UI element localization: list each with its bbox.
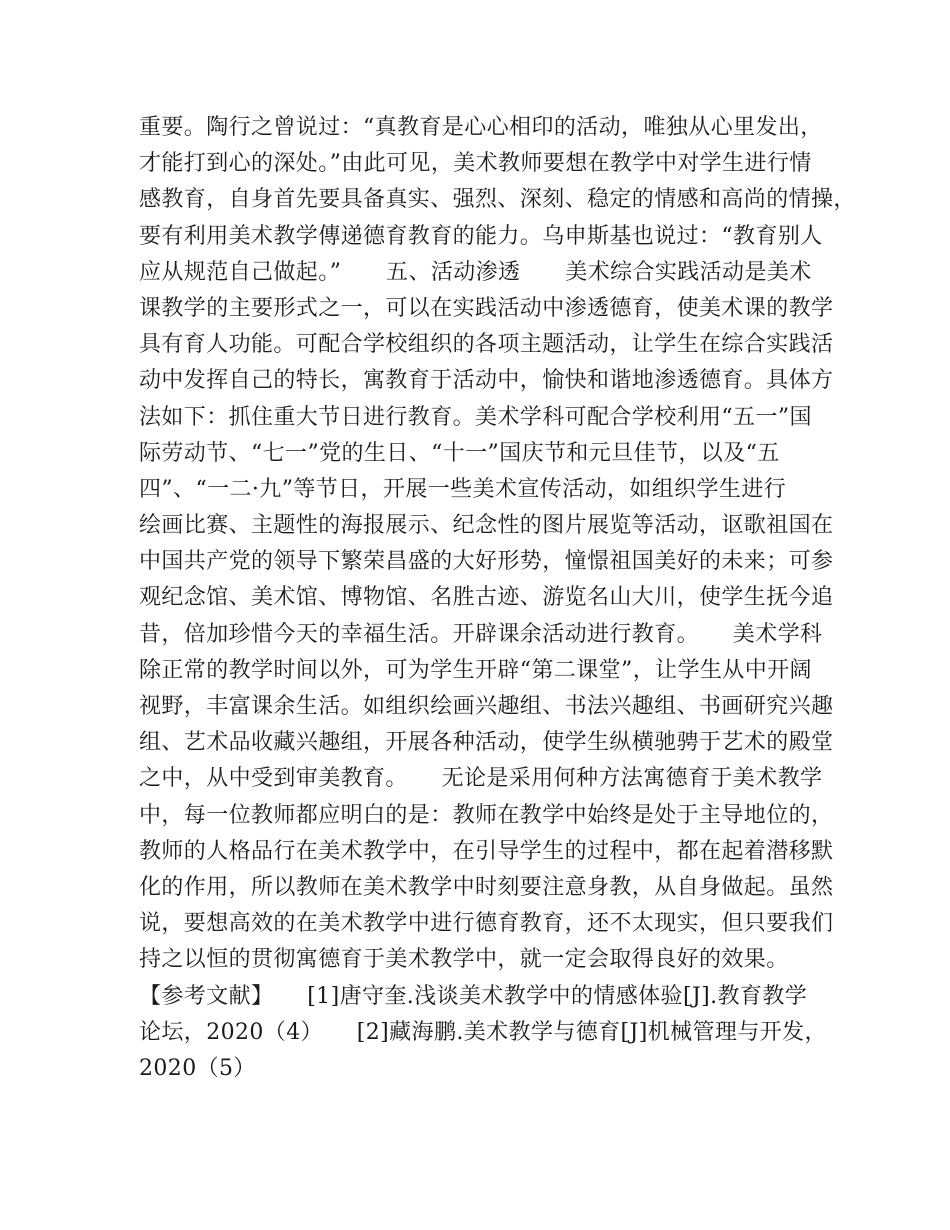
text-line: 际劳动节、“七一”党的生日、“十一”国庆节和元旦佳节，以及“五 <box>139 440 780 466</box>
text-line: 感教育，自身首先要具备真实、强烈、深刻、稳定的情感和高尚的情操， <box>139 187 856 213</box>
text-line: 除正常的教学时间以外，可为学生开辟“第二课堂”，让学生从中开阔 <box>139 657 812 683</box>
text-line: 持之以恒的贯彻寓德育于美术教学中，就一定会取得良好的效果。 <box>139 947 789 973</box>
text-line: 课教学的主要形式之一，可以在实践活动中渗透德育，使美术课的教学 <box>139 295 834 321</box>
reference-line: 论坛，2020（4） [2]藏海鹏.美术教学与德育[J]机械管理与开发， <box>139 1019 827 1045</box>
reference-line: 2020（5） <box>139 1055 256 1081</box>
text-line: 重要。陶行之曾说过：“真教育是心心相印的活动，唯独从心里发出， <box>139 115 823 140</box>
text-line: 之中，从中受到审美教育。 无论是采用何种方法寓德育于美术教学 <box>139 766 823 792</box>
text-line: 具有育人功能。可配合学校组织的各项主题活动，让学生在综合实践活 <box>139 332 834 358</box>
text-line: 教师的人格品行在美术教学中，在引导学生的过程中，都在起着潜移默 <box>139 838 834 864</box>
text-line: 昔，倍加珍惜今天的幸福生活。开辟课余活动进行教育。 美术学科 <box>139 621 823 647</box>
text-line: 才能打到心的深处。”由此可见，美术教师要想在教学中对学生进行情 <box>139 151 812 177</box>
reference-line: 【参考文献】 [1]唐守奎.浅谈美术教学中的情感体验[J].教育教学 <box>139 983 808 1009</box>
text-line: 中，每一位教师都应明白的是：教师在教学中始终是处于主导地位的， <box>139 802 834 828</box>
text-line: 化的作用，所以教师在美术教学中时刻要注意身教，从自身做起。虽然 <box>139 874 834 900</box>
text-line: 应从规范自己做起。” 五、活动渗透 美术综合实践活动是美术 <box>139 259 812 285</box>
body-text <box>139 110 856 1087</box>
text-line: 观纪念馆、美术馆、博物馆、名胜古迹、游览名山大川，使学生抚今追 <box>139 585 834 611</box>
text-line: 四”、“一二·九”等节日，开展一些美术宣传活动，如组织学生进行 <box>139 476 787 502</box>
text-line: 中国共产党的领导下繁荣昌盛的大好形势，憧憬祖国美好的未来；可参 <box>139 549 834 575</box>
text-line: 说，要想高效的在美术教学中进行德育教育，还不太现实，但只要我们 <box>139 911 834 937</box>
text-line: 视野，丰富课余生活。如组织绘画兴趣组、书法兴趣组、书画研究兴趣 <box>139 694 834 719</box>
text-line: 组、艺术品收藏兴趣组，开展各种活动，使学生纵横驰骋于艺术的殿堂 <box>139 730 834 756</box>
text-line: 绘画比赛、主题性的海报展示、纪念性的图片展览等活动，讴歌祖国在 <box>139 513 834 539</box>
text-line: 动中发挥自己的特长，寓教育于活动中，愉快和谐地渗透德育。具体方 <box>139 368 834 394</box>
text-line: 要有利用美术教学傳递德育教育的能力。乌申斯基也说过：“教育别人 <box>139 223 823 249</box>
text-line: 法如下：抓住重大节日进行教育。美术学科可配合学校利用“五一”国 <box>139 404 812 430</box>
